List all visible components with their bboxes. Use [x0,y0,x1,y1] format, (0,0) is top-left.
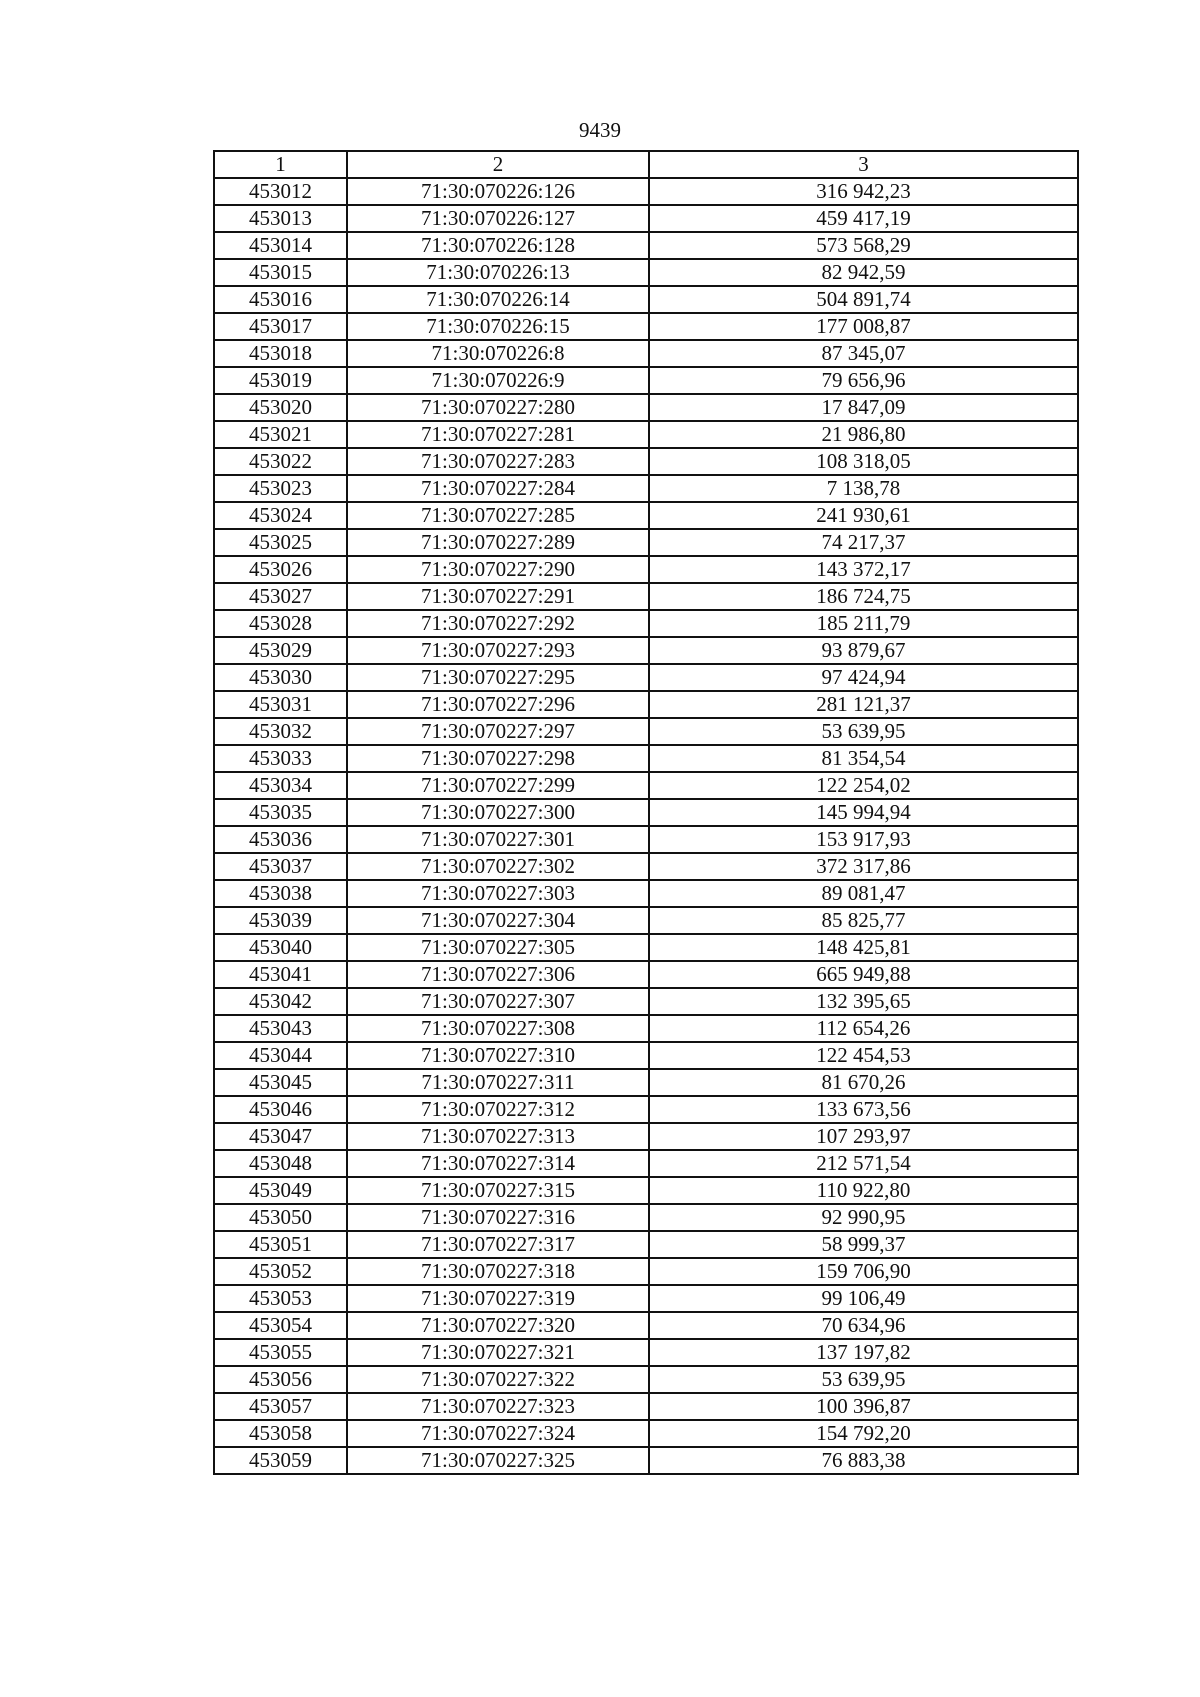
row-number-cell: 453054 [214,1312,347,1339]
cadastral-number-cell: 71:30:070227:293 [347,637,649,664]
table-row [214,1339,1078,1366]
value-cell: 122 254,02 [649,772,1078,799]
row-number-cell: 453041 [214,961,347,988]
row-number-cell: 453023 [214,475,347,502]
value-cell: 137 197,82 [649,1339,1078,1366]
row-number-cell: 453034 [214,772,347,799]
value-cell: 241 930,61 [649,502,1078,529]
table-header-row [214,151,1078,178]
value-cell: 108 318,05 [649,448,1078,475]
row-number-cell: 453012 [214,178,347,205]
cadastral-number-cell: 71:30:070227:301 [347,826,649,853]
table-row [214,529,1078,556]
cadastral-number-cell: 71:30:070227:290 [347,556,649,583]
value-cell: 58 999,37 [649,1231,1078,1258]
row-number-cell: 453051 [214,1231,347,1258]
row-number-cell: 453040 [214,934,347,961]
row-number-cell: 453033 [214,745,347,772]
table-row [214,340,1078,367]
value-cell: 110 922,80 [649,1177,1078,1204]
value-cell: 81 670,26 [649,1069,1078,1096]
cadastral-number-cell: 71:30:070226:13 [347,259,649,286]
value-cell: 100 396,87 [649,1393,1078,1420]
cadastral-number-cell: 71:30:070227:281 [347,421,649,448]
table-row [214,691,1078,718]
cadastral-number-cell: 71:30:070227:319 [347,1285,649,1312]
cadastral-number-cell: 71:30:070227:297 [347,718,649,745]
cadastral-number-cell: 71:30:070227:308 [347,1015,649,1042]
value-cell: 372 317,86 [649,853,1078,880]
table-row [214,772,1078,799]
table-row [214,1420,1078,1447]
column-header-3: 3 [649,151,1078,178]
value-cell: 281 121,37 [649,691,1078,718]
data-table [213,150,1079,1475]
value-cell: 159 706,90 [649,1258,1078,1285]
table-row [214,934,1078,961]
cadastral-number-cell: 71:30:070227:313 [347,1123,649,1150]
table-body [214,151,1078,1474]
table-row [214,286,1078,313]
table-row [214,718,1078,745]
cadastral-number-cell: 71:30:070227:280 [347,394,649,421]
table-row [214,1231,1078,1258]
row-number-cell: 453053 [214,1285,347,1312]
value-cell: 70 634,96 [649,1312,1078,1339]
table-row [214,961,1078,988]
table-row [214,556,1078,583]
cadastral-number-cell: 71:30:070227:303 [347,880,649,907]
cadastral-number-cell: 71:30:070227:315 [347,1177,649,1204]
value-cell: 665 949,88 [649,961,1078,988]
value-cell: 316 942,23 [649,178,1078,205]
row-number-cell: 453016 [214,286,347,313]
row-number-cell: 453039 [214,907,347,934]
value-cell: 93 879,67 [649,637,1078,664]
cadastral-number-cell: 71:30:070227:291 [347,583,649,610]
row-number-cell: 453014 [214,232,347,259]
row-number-cell: 453035 [214,799,347,826]
row-number-cell: 453050 [214,1204,347,1231]
row-number-cell: 453021 [214,421,347,448]
cadastral-number-cell: 71:30:070226:14 [347,286,649,313]
table-row [214,1393,1078,1420]
row-number-cell: 453043 [214,1015,347,1042]
cadastral-number-cell: 71:30:070227:285 [347,502,649,529]
table-row [214,1177,1078,1204]
cadastral-number-cell: 71:30:070227:300 [347,799,649,826]
value-cell: 85 825,77 [649,907,1078,934]
table-row [214,637,1078,664]
row-number-cell: 453026 [214,556,347,583]
column-header-2: 2 [347,151,649,178]
table-row [214,178,1078,205]
table-row [214,610,1078,637]
table-row [214,1042,1078,1069]
value-cell: 81 354,54 [649,745,1078,772]
value-cell: 153 917,93 [649,826,1078,853]
cadastral-number-cell: 71:30:070227:310 [347,1042,649,1069]
table-row [214,1150,1078,1177]
cadastral-number-cell: 71:30:070226:127 [347,205,649,232]
row-number-cell: 453022 [214,448,347,475]
value-cell: 53 639,95 [649,718,1078,745]
value-cell: 177 008,87 [649,313,1078,340]
value-cell: 17 847,09 [649,394,1078,421]
row-number-cell: 453020 [214,394,347,421]
value-cell: 7 138,78 [649,475,1078,502]
cadastral-number-cell: 71:30:070227:289 [347,529,649,556]
row-number-cell: 453052 [214,1258,347,1285]
cadastral-number-cell: 71:30:070227:312 [347,1096,649,1123]
value-cell: 148 425,81 [649,934,1078,961]
value-cell: 107 293,97 [649,1123,1078,1150]
cadastral-number-cell: 71:30:070226:15 [347,313,649,340]
row-number-cell: 453024 [214,502,347,529]
row-number-cell: 453029 [214,637,347,664]
value-cell: 112 654,26 [649,1015,1078,1042]
row-number-cell: 453037 [214,853,347,880]
value-cell: 92 990,95 [649,1204,1078,1231]
table-row [214,1447,1078,1474]
value-cell: 99 106,49 [649,1285,1078,1312]
value-cell: 53 639,95 [649,1366,1078,1393]
table-row [214,907,1078,934]
table-row [214,853,1078,880]
value-cell: 74 217,37 [649,529,1078,556]
table-row [214,745,1078,772]
row-number-cell: 453047 [214,1123,347,1150]
table-row [214,421,1078,448]
value-cell: 97 424,94 [649,664,1078,691]
row-number-cell: 453057 [214,1393,347,1420]
row-number-cell: 453017 [214,313,347,340]
column-header-1: 1 [214,151,347,178]
row-number-cell: 453018 [214,340,347,367]
value-cell: 154 792,20 [649,1420,1078,1447]
cadastral-number-cell: 71:30:070227:321 [347,1339,649,1366]
table-row [214,394,1078,421]
cadastral-number-cell: 71:30:070227:316 [347,1204,649,1231]
cadastral-number-cell: 71:30:070227:299 [347,772,649,799]
row-number-cell: 453058 [214,1420,347,1447]
table-row [214,826,1078,853]
table-row [214,1258,1078,1285]
table-row [214,988,1078,1015]
cadastral-number-cell: 71:30:070227:325 [347,1447,649,1474]
value-cell: 122 454,53 [649,1042,1078,1069]
cadastral-number-cell: 71:30:070227:323 [347,1393,649,1420]
table-row [214,664,1078,691]
row-number-cell: 453030 [214,664,347,691]
cadastral-number-cell: 71:30:070227:311 [347,1069,649,1096]
table-row [214,583,1078,610]
table-row [214,205,1078,232]
row-number-cell: 453025 [214,529,347,556]
table-row [214,1069,1078,1096]
value-cell: 133 673,56 [649,1096,1078,1123]
cadastral-number-cell: 71:30:070227:307 [347,988,649,1015]
cadastral-number-cell: 71:30:070227:317 [347,1231,649,1258]
row-number-cell: 453027 [214,583,347,610]
cadastral-number-cell: 71:30:070227:324 [347,1420,649,1447]
table-row [214,1096,1078,1123]
value-cell: 76 883,38 [649,1447,1078,1474]
cadastral-number-cell: 71:30:070227:320 [347,1312,649,1339]
cadastral-number-cell: 71:30:070227:318 [347,1258,649,1285]
row-number-cell: 453056 [214,1366,347,1393]
cadastral-number-cell: 71:30:070227:306 [347,961,649,988]
row-number-cell: 453048 [214,1150,347,1177]
row-number-cell: 453044 [214,1042,347,1069]
row-number-cell: 453028 [214,610,347,637]
row-number-cell: 453055 [214,1339,347,1366]
table-row [214,1204,1078,1231]
table-row [214,232,1078,259]
value-cell: 132 395,65 [649,988,1078,1015]
row-number-cell: 453059 [214,1447,347,1474]
row-number-cell: 453032 [214,718,347,745]
row-number-cell: 453036 [214,826,347,853]
cadastral-number-cell: 71:30:070226:128 [347,232,649,259]
row-number-cell: 453031 [214,691,347,718]
cadastral-number-cell: 71:30:070227:305 [347,934,649,961]
value-cell: 459 417,19 [649,205,1078,232]
value-cell: 573 568,29 [649,232,1078,259]
cadastral-number-cell: 71:30:070227:304 [347,907,649,934]
value-cell: 82 942,59 [649,259,1078,286]
cadastral-number-cell: 71:30:070227:292 [347,610,649,637]
table-row [214,475,1078,502]
value-cell: 504 891,74 [649,286,1078,313]
row-number-cell: 453045 [214,1069,347,1096]
cadastral-number-cell: 71:30:070227:322 [347,1366,649,1393]
value-cell: 145 994,94 [649,799,1078,826]
row-number-cell: 453013 [214,205,347,232]
value-cell: 79 656,96 [649,367,1078,394]
table-row [214,1312,1078,1339]
cadastral-number-cell: 71:30:070226:126 [347,178,649,205]
cadastral-number-cell: 71:30:070227:295 [347,664,649,691]
table-row [214,1366,1078,1393]
row-number-cell: 453015 [214,259,347,286]
value-cell: 143 372,17 [649,556,1078,583]
table-row [214,1015,1078,1042]
value-cell: 89 081,47 [649,880,1078,907]
cadastral-number-cell: 71:30:070227:302 [347,853,649,880]
page-number: 9439 [579,118,621,142]
table-row [214,502,1078,529]
value-cell: 185 211,79 [649,610,1078,637]
table-row [214,1285,1078,1312]
cadastral-number-cell: 71:30:070227:314 [347,1150,649,1177]
value-cell: 212 571,54 [649,1150,1078,1177]
table-row [214,799,1078,826]
table-row [214,880,1078,907]
table-row [214,367,1078,394]
value-cell: 186 724,75 [649,583,1078,610]
cadastral-number-cell: 71:30:070227:296 [347,691,649,718]
value-cell: 87 345,07 [649,340,1078,367]
row-number-cell: 453046 [214,1096,347,1123]
row-number-cell: 453038 [214,880,347,907]
table-row [214,313,1078,340]
value-cell: 21 986,80 [649,421,1078,448]
table-row [214,1123,1078,1150]
row-number-cell: 453042 [214,988,347,1015]
cadastral-number-cell: 71:30:070226:8 [347,340,649,367]
cadastral-number-cell: 71:30:070227:283 [347,448,649,475]
cadastral-number-cell: 71:30:070226:9 [347,367,649,394]
row-number-cell: 453049 [214,1177,347,1204]
row-number-cell: 453019 [214,367,347,394]
table-row [214,448,1078,475]
cadastral-number-cell: 71:30:070227:284 [347,475,649,502]
table-row [214,259,1078,286]
cadastral-number-cell: 71:30:070227:298 [347,745,649,772]
